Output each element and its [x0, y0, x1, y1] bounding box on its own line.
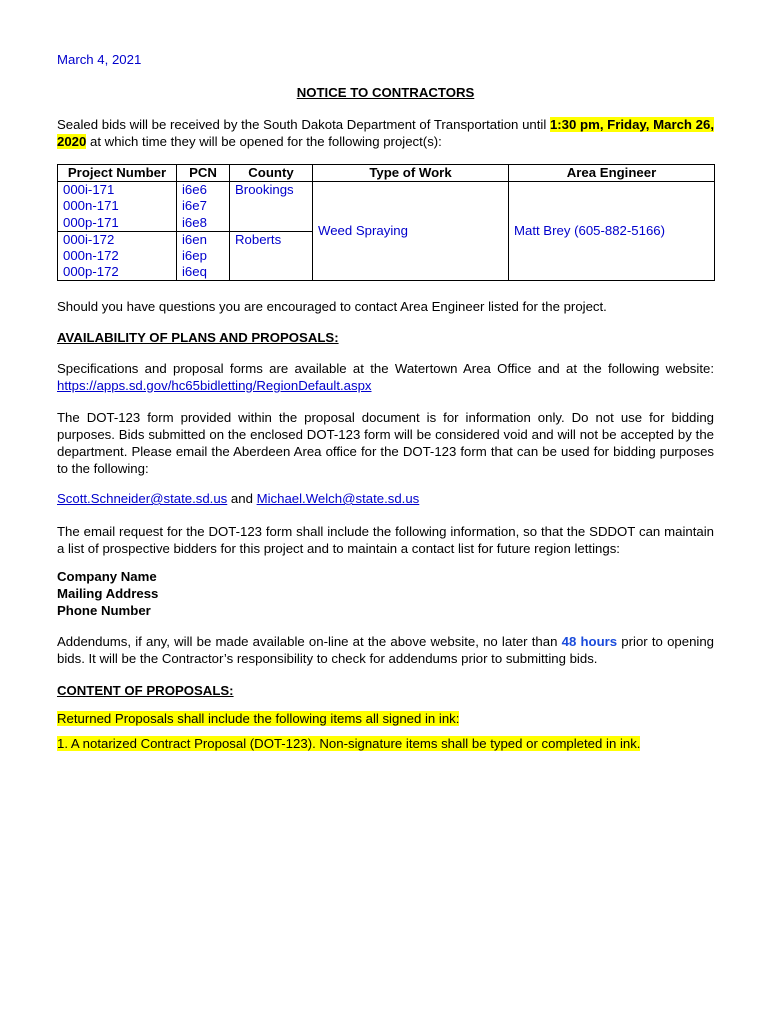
availability-paragraph	[57, 360, 714, 394]
addendums-paragraph	[57, 633, 714, 667]
notice-title: NOTICE TO CONTRACTORS	[296, 85, 475, 100]
proposal-item-1-text: 1. A notarized Contract Proposal (DOT-123). Non-signature items shall be typed or completed in ink.	[57, 736, 641, 751]
list-item: Mailing Address	[57, 586, 159, 601]
intro-paragraph	[57, 116, 714, 150]
header-pcn: PCN	[177, 165, 230, 182]
list-item: Company Name	[57, 569, 157, 584]
project-number: 000n-172	[63, 248, 119, 264]
project-number: 000n-171	[63, 198, 119, 214]
project-numbers-group1	[58, 182, 177, 232]
area-engineer: Matt Brey (605-882-5166)	[509, 182, 715, 281]
required-info-list	[57, 568, 158, 619]
pcn: i6eq	[182, 264, 207, 280]
header-project-number: Project Number	[58, 165, 177, 182]
header-county: County	[230, 165, 313, 182]
list-item: Phone Number	[57, 603, 151, 618]
table-header-row	[58, 165, 715, 182]
email-link-michael-welch[interactable]: Michael.Welch@state.sd.us	[256, 491, 420, 506]
pcn: i6e8	[182, 214, 207, 230]
project-numbers-group2	[58, 231, 177, 281]
email-request-paragraph: The email request for the DOT-123 form shall include the following information, so that the SDDOT can maintain a list of prospective bidders for this project and to maintain a contact list for future region lettings:	[57, 524, 714, 556]
emails-line	[57, 490, 714, 507]
county-roberts: Roberts	[230, 231, 313, 281]
addendums-deadline: 48 hours	[561, 634, 618, 649]
table-row	[58, 182, 715, 232]
project-number: 000i-171	[63, 182, 115, 198]
header-area-engineer: Area Engineer	[509, 165, 715, 182]
header-type-of-work: Type of Work	[313, 165, 509, 182]
dot123-paragraph: The DOT-123 form provided within the proposal document is for information only. Do not use for bidding purposes. Bids submitted on the enclosed DOT-123 form will be considered void and will not be accepted by the department. Please email the Aberdeen Area office for the DOT-123 form that can be used for bidding purposes to the following:	[57, 410, 714, 476]
returned-proposals-line	[57, 710, 714, 727]
project-number: 000p-172	[63, 264, 119, 280]
email-link-scott-schneider[interactable]: Scott.Schneider@state.sd.us	[57, 491, 228, 506]
projects-table	[57, 164, 715, 281]
pcn: i6en	[182, 231, 207, 247]
availability-text: Specifications and proposal forms are available at the Watertown Area Office and at the following website:	[57, 361, 714, 376]
county-brookings: Brookings	[230, 182, 313, 232]
pcn: i6e6	[182, 182, 207, 198]
pcn: i6ep	[182, 248, 207, 264]
addendums-text-after: prior to opening bids. It will be the Contractor’s responsibility to check for addendums prior to submitting bids.	[57, 634, 714, 666]
availability-heading: AVAILABILITY OF PLANS AND PROPOSALS:	[57, 330, 339, 345]
questions-paragraph: Should you have questions you are encouraged to contact Area Engineer listed for the project.	[57, 299, 607, 314]
project-number: 000p-171	[63, 214, 119, 230]
proposal-item-1	[57, 735, 714, 752]
project-number: 000i-172	[63, 231, 115, 247]
intro-text-after: at which time they will be opened for the following project(s):	[86, 134, 442, 149]
returned-proposals-text: Returned Proposals shall include the following items all signed in ink:	[57, 711, 460, 726]
addendums-text-before: Addendums, if any, will be made available on-line at the above website, no later than	[57, 634, 562, 649]
region-website-link[interactable]: https://apps.sd.gov/hc65bidletting/RegionDefault.aspx	[57, 378, 372, 393]
emails-joiner: and	[227, 491, 257, 506]
intro-text-before: Sealed bids will be received by the South Dakota Department of Transportation until	[57, 117, 550, 132]
type-of-work: Weed Spraying	[313, 182, 509, 281]
bid-deadline: 1:30 pm, Friday, March 26, 2020	[57, 117, 714, 149]
content-heading: CONTENT OF PROPOSALS:	[57, 683, 234, 698]
pcns-group1	[177, 182, 230, 232]
pcn: i6e7	[182, 198, 207, 214]
notice-date: March 4, 2021	[57, 52, 142, 67]
pcns-group2	[177, 231, 230, 281]
